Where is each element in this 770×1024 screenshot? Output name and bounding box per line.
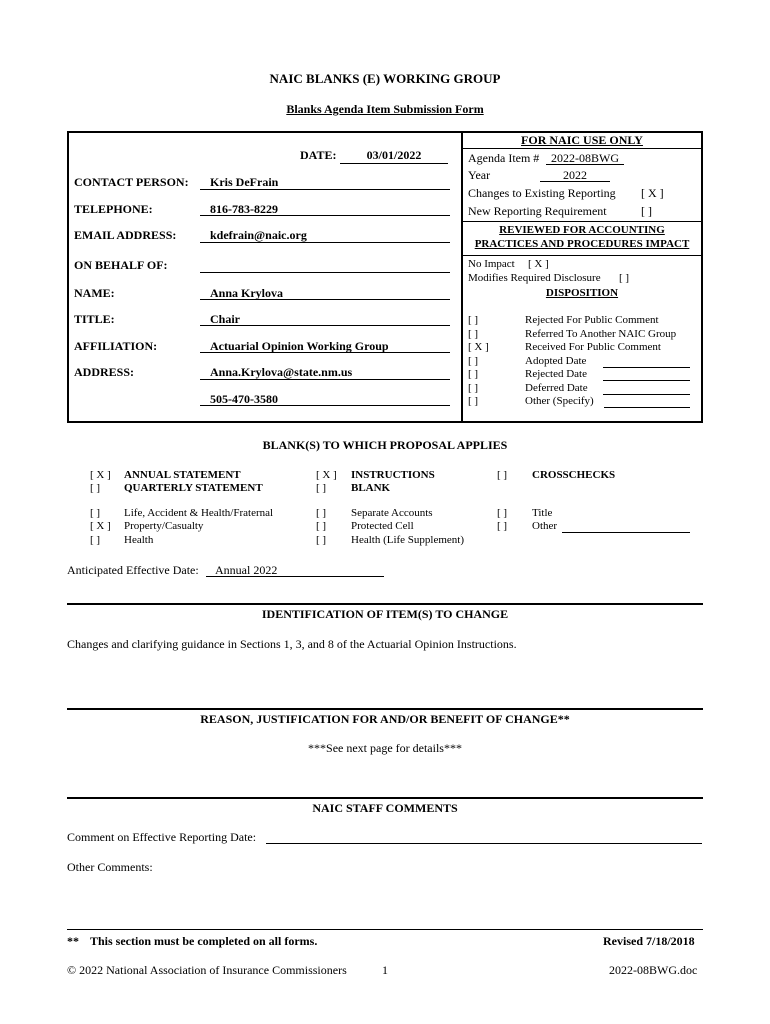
property-label: Property/Casualty bbox=[124, 520, 204, 532]
disposition-label: Adopted Date bbox=[525, 354, 587, 367]
protected-cell-checkbox[interactable]: [ ] bbox=[316, 520, 327, 532]
naic-use-heading: FOR NAIC USE ONLY bbox=[521, 133, 643, 147]
health-life-checkbox[interactable]: [ ] bbox=[316, 534, 327, 546]
telephone-value: 816-783-8229 bbox=[210, 202, 278, 216]
reason-text: ***See next page for details*** bbox=[308, 741, 462, 755]
form-subtitle: Blanks Agenda Item Submission Form bbox=[286, 102, 484, 116]
disposition-date-field[interactable] bbox=[603, 394, 690, 395]
divider bbox=[67, 797, 703, 799]
instructions-label: INSTRUCTIONS bbox=[351, 469, 435, 481]
date-label: DATE: bbox=[300, 148, 337, 162]
disposition-date-field[interactable] bbox=[604, 407, 690, 408]
date-value: 03/01/2022 bbox=[366, 148, 422, 162]
quarterly-checkbox[interactable]: [ ] bbox=[90, 482, 101, 494]
blanks-heading: BLANK(S) TO WHICH PROPOSAL APPLIES bbox=[262, 438, 508, 452]
disposition-label: Rejected For Public Comment bbox=[525, 314, 659, 326]
health-life-label: Health (Life Supplement) bbox=[351, 534, 465, 546]
name-value: Anna Krylova bbox=[210, 286, 284, 300]
effective-comment-label: Comment on Effective Reporting Date: bbox=[67, 830, 257, 844]
identification-heading: IDENTIFICATION OF ITEM(S) TO CHANGE bbox=[261, 607, 509, 621]
name-label: NAME: bbox=[74, 286, 115, 300]
disposition-date-field[interactable] bbox=[603, 380, 690, 381]
effective-comment-field[interactable] bbox=[266, 843, 702, 844]
page-number: 1 bbox=[382, 963, 388, 977]
disposition-checkbox[interactable]: [ ] bbox=[468, 314, 479, 326]
annual-checkbox[interactable]: [ X ] bbox=[90, 469, 111, 481]
crosschecks-label: CROSSCHECKS bbox=[532, 469, 616, 481]
disposition-checkbox[interactable]: [ ] bbox=[468, 354, 479, 367]
divider bbox=[67, 929, 703, 930]
other-option-label: Other bbox=[532, 520, 558, 532]
disposition-label: Referred To Another NAIC Group bbox=[525, 327, 677, 340]
effective-date-value: Annual 2022 bbox=[215, 563, 278, 577]
blank-checkbox[interactable]: [ ] bbox=[316, 482, 327, 494]
life-label: Life, Accident & Health/Fraternal bbox=[124, 507, 274, 519]
disposition-checkbox[interactable]: [ ] bbox=[468, 368, 479, 380]
disposition-checkbox[interactable]: [ ] bbox=[468, 327, 479, 340]
divider bbox=[67, 603, 703, 605]
reason-heading: REASON, JUSTIFICATION FOR AND/OR BENEFIT OF CHANGE** bbox=[200, 712, 570, 726]
email-label: EMAIL ADDRESS: bbox=[74, 228, 177, 242]
no-impact-checkbox[interactable]: [ X ] bbox=[528, 258, 549, 270]
title-label: TITLE: bbox=[74, 312, 115, 326]
title-option-label: Title bbox=[532, 507, 553, 519]
reviewed-heading-line1: REVIEWED FOR ACCOUNTING bbox=[499, 224, 665, 236]
disposition-label: Deferred Date bbox=[525, 381, 588, 394]
effective-date-label: Anticipated Effective Date: bbox=[67, 563, 199, 577]
disposition-checkbox[interactable]: [ ] bbox=[468, 395, 479, 407]
crosschecks-checkbox[interactable]: [ ] bbox=[497, 469, 508, 481]
separate-accounts-checkbox[interactable]: [ ] bbox=[316, 507, 327, 519]
contact-person-value: Kris DeFrain bbox=[210, 175, 279, 189]
title-value: Chair bbox=[210, 312, 240, 326]
year-value: 2022 bbox=[563, 168, 587, 182]
staff-comments-heading: NAIC STAFF COMMENTS bbox=[312, 801, 458, 815]
health-checkbox[interactable]: [ ] bbox=[90, 534, 101, 546]
property-checkbox[interactable]: [ X ] bbox=[90, 520, 111, 532]
footer-note: This section must be completed on all forms. bbox=[90, 934, 318, 948]
file-name: 2022-08BWG.doc bbox=[609, 963, 698, 977]
other-comments-label: Other Comments: bbox=[67, 860, 153, 874]
separate-accounts-label: Separate Accounts bbox=[351, 507, 433, 519]
address-line2: 505-470-3580 bbox=[210, 392, 278, 406]
disposition-date-field[interactable] bbox=[603, 367, 690, 368]
changes-existing-checkbox[interactable]: [ X ] bbox=[641, 186, 664, 200]
life-checkbox[interactable]: [ ] bbox=[90, 507, 101, 519]
revised-date: Revised 7/18/2018 bbox=[603, 934, 695, 948]
disposition-checkbox[interactable]: [ X ] bbox=[468, 341, 489, 353]
agenda-item-value: 2022-08BWG bbox=[551, 151, 619, 165]
health-label: Health bbox=[124, 534, 154, 546]
disposition-label: Other (Specify) bbox=[525, 395, 594, 407]
divider bbox=[67, 708, 703, 710]
instructions-checkbox[interactable]: [ X ] bbox=[316, 469, 337, 481]
new-reporting-checkbox[interactable]: [ ] bbox=[641, 204, 652, 218]
address-label: ADDRESS: bbox=[74, 365, 135, 379]
affiliation-label: AFFILIATION: bbox=[74, 339, 158, 353]
modifies-disclosure-label: Modifies Required Disclosure bbox=[468, 272, 601, 284]
footer-stars: ** bbox=[67, 934, 79, 948]
year-label: Year bbox=[468, 168, 491, 182]
disposition-checkbox[interactable]: [ ] bbox=[468, 381, 479, 394]
disposition-heading: DISPOSITION bbox=[545, 287, 619, 299]
address-line1: Anna.Krylova@state.nm.us bbox=[210, 365, 353, 379]
telephone-label: TELEPHONE: bbox=[74, 202, 153, 216]
affiliation-value: Actuarial Opinion Working Group bbox=[210, 339, 389, 353]
on-behalf-label: ON BEHALF OF: bbox=[74, 258, 168, 272]
title-checkbox[interactable]: [ ] bbox=[497, 507, 508, 519]
protected-cell-label: Protected Cell bbox=[351, 520, 414, 532]
changes-existing-label: Changes to Existing Reporting bbox=[468, 186, 616, 200]
blank-label: BLANK bbox=[351, 482, 391, 494]
other-checkbox[interactable]: [ ] bbox=[497, 520, 508, 532]
new-reporting-label: New Reporting Requirement bbox=[468, 204, 607, 218]
page-title: NAIC BLANKS (E) WORKING GROUP bbox=[269, 71, 501, 86]
no-impact-label: No Impact bbox=[468, 258, 515, 270]
reviewed-heading-line2: PRACTICES AND PROCEDURES IMPACT bbox=[474, 238, 690, 250]
disposition-label: Received For Public Comment bbox=[525, 341, 661, 353]
annual-label: ANNUAL STATEMENT bbox=[124, 469, 241, 481]
quarterly-label: QUARTERLY STATEMENT bbox=[124, 482, 263, 494]
copyright: © 2022 National Association of Insurance Commissioners bbox=[67, 963, 347, 977]
modifies-disclosure-checkbox[interactable]: [ ] bbox=[619, 272, 630, 284]
contact-person-label: CONTACT PERSON: bbox=[74, 175, 189, 189]
identification-text: Changes and clarifying guidance in Sections 1, 3, and 8 of the Actuarial Opinion Instructions. bbox=[67, 637, 517, 651]
email-value: kdefrain@naic.org bbox=[210, 228, 307, 242]
agenda-item-label: Agenda Item # bbox=[468, 151, 540, 165]
disposition-label: Rejected Date bbox=[525, 368, 587, 380]
